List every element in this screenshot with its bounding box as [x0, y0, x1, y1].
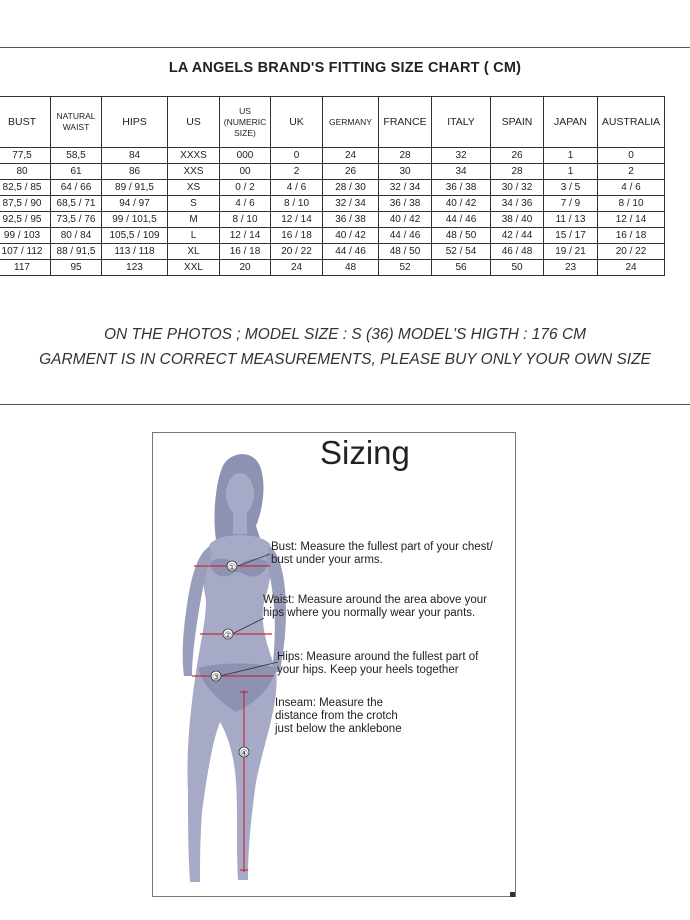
table-cell: 80 / 84 — [51, 228, 102, 244]
table-cell: 24 — [598, 260, 665, 276]
header-italy: ITALY — [432, 97, 491, 148]
table-cell: 68,5 / 71 — [51, 196, 102, 212]
table-cell: 48 / 50 — [432, 228, 491, 244]
header-bust: BUST — [0, 97, 51, 148]
marker-2: ② — [223, 631, 233, 641]
table-cell: 8 / 10 — [271, 196, 323, 212]
table-row — [0, 180, 665, 196]
header-australia: AUSTRALIA — [598, 97, 665, 148]
table-cell: 58,5 — [51, 148, 102, 164]
table-cell: 123 — [102, 260, 168, 276]
table-cell: 42 / 44 — [491, 228, 544, 244]
table-cell: 12 / 14 — [220, 228, 271, 244]
table-cell: 32 / 34 — [379, 180, 432, 196]
header-hips: HIPS — [102, 97, 168, 148]
table-cell: 28 — [491, 164, 544, 180]
table-cell: 15 / 17 — [544, 228, 598, 244]
marker-4: ④ — [239, 749, 249, 759]
table-cell: 12 / 14 — [271, 212, 323, 228]
table-cell: 107 / 112 — [0, 244, 51, 260]
table-cell: S — [168, 196, 220, 212]
table-cell: 4 / 6 — [598, 180, 665, 196]
table-cell: L — [168, 228, 220, 244]
table-cell: 46 / 48 — [491, 244, 544, 260]
header-natural-waist: NATURAL WAIST — [51, 97, 102, 148]
table-cell: 8 / 10 — [598, 196, 665, 212]
table-cell: XS — [168, 180, 220, 196]
body-silhouette — [183, 454, 286, 882]
table-cell: 113 / 118 — [102, 244, 168, 260]
table-cell: 3 / 5 — [544, 180, 598, 196]
marker-1: ① — [227, 563, 237, 573]
table-cell: 34 / 36 — [491, 196, 544, 212]
table-cell: 95 — [51, 260, 102, 276]
header-germany: GERMANY — [323, 97, 379, 148]
table-row — [0, 196, 665, 212]
table-cell: 32 — [432, 148, 491, 164]
table-cell: 36 / 38 — [323, 212, 379, 228]
table-cell: 16 / 18 — [271, 228, 323, 244]
table-cell: 40 / 42 — [379, 212, 432, 228]
table-cell: 000 — [220, 148, 271, 164]
table-cell: 105,5 / 109 — [102, 228, 168, 244]
header-japan: JAPAN — [544, 97, 598, 148]
table-cell: 23 — [544, 260, 598, 276]
table-cell: 87,5 / 90 — [0, 196, 51, 212]
table-cell: 0 — [271, 148, 323, 164]
table-row — [0, 260, 665, 276]
table-cell: 84 — [102, 148, 168, 164]
table-cell: 38 / 40 — [491, 212, 544, 228]
sizing-title: Sizing — [320, 434, 410, 471]
table-cell: 20 / 22 — [598, 244, 665, 260]
table-cell: 12 / 14 — [598, 212, 665, 228]
size-chart-title: LA ANGELS BRAND'S FITTING SIZE CHART ( CM) — [168, 60, 522, 76]
size-table-body — [0, 148, 665, 276]
table-cell: 77,5 — [0, 148, 51, 164]
table-cell: 4 / 6 — [220, 196, 271, 212]
table-row — [0, 244, 665, 260]
table-cell: 44 / 46 — [323, 244, 379, 260]
table-cell: 80 — [0, 164, 51, 180]
table-cell: 34 — [432, 164, 491, 180]
table-cell: 24 — [323, 148, 379, 164]
inseam-instruction: Inseam: Measure the distance from the crotch just below the anklebone — [275, 697, 402, 735]
table-cell: 99 / 101,5 — [102, 212, 168, 228]
table-cell: 117 — [0, 260, 51, 276]
table-cell: 32 / 34 — [323, 196, 379, 212]
table-cell: 26 — [323, 164, 379, 180]
table-cell: 28 — [379, 148, 432, 164]
table-cell: XXS — [168, 164, 220, 180]
header-us-numeric: US (NUMERIC SIZE) — [220, 97, 271, 148]
table-row — [0, 148, 665, 164]
table-cell: 94 / 97 — [102, 196, 168, 212]
table-row — [0, 164, 665, 180]
header-us: US — [168, 97, 220, 148]
table-cell: 61 — [51, 164, 102, 180]
table-cell: 19 / 21 — [544, 244, 598, 260]
table-cell: 20 / 22 — [271, 244, 323, 260]
table-cell: M — [168, 212, 220, 228]
table-cell: 11 / 13 — [544, 212, 598, 228]
table-cell: 26 — [491, 148, 544, 164]
table-cell: 52 — [379, 260, 432, 276]
table-cell: 0 — [598, 148, 665, 164]
table-cell: 0 / 2 — [220, 180, 271, 196]
table-cell: 20 — [220, 260, 271, 276]
table-row — [0, 228, 665, 244]
table-row — [0, 212, 665, 228]
table-cell: 00 — [220, 164, 271, 180]
table-cell: 36 / 38 — [379, 196, 432, 212]
header-france: FRANCE — [379, 97, 432, 148]
table-cell: 82,5 / 85 — [0, 180, 51, 196]
table-cell: 30 — [379, 164, 432, 180]
marker-3: ③ — [211, 673, 221, 683]
header-uk: UK — [271, 97, 323, 148]
table-cell: 1 — [544, 164, 598, 180]
table-cell: 92,5 / 95 — [0, 212, 51, 228]
table-cell: 44 / 46 — [432, 212, 491, 228]
table-cell: 36 / 38 — [432, 180, 491, 196]
table-cell: 28 / 30 — [323, 180, 379, 196]
table-cell: 56 — [432, 260, 491, 276]
table-cell: 8 / 10 — [220, 212, 271, 228]
table-cell: 88 / 91,5 — [51, 244, 102, 260]
bust-instruction: Bust: Measure the fullest part of your chest/ bust under your arms. — [271, 541, 493, 566]
size-table — [0, 96, 665, 276]
table-cell: 86 — [102, 164, 168, 180]
table-cell: 24 — [271, 260, 323, 276]
table-cell: 44 / 46 — [379, 228, 432, 244]
table-cell: 89 / 91,5 — [102, 180, 168, 196]
table-cell: 16 / 18 — [220, 244, 271, 260]
table-cell: 30 / 32 — [491, 180, 544, 196]
table-cell: 50 — [491, 260, 544, 276]
table-cell: 40 / 42 — [323, 228, 379, 244]
table-cell: XXXS — [168, 148, 220, 164]
table-cell: 40 / 42 — [432, 196, 491, 212]
table-cell: 48 — [323, 260, 379, 276]
table-cell: 52 / 54 — [432, 244, 491, 260]
table-cell: 4 / 6 — [271, 180, 323, 196]
table-cell: 2 — [598, 164, 665, 180]
table-cell: 73,5 / 76 — [51, 212, 102, 228]
waist-instruction: Waist: Measure around the area above your hips where you normally wear your pants. — [263, 594, 487, 619]
table-cell: XXL — [168, 260, 220, 276]
table-cell: 2 — [271, 164, 323, 180]
table-cell: 1 — [544, 148, 598, 164]
table-cell: 64 / 66 — [51, 180, 102, 196]
table-cell: 7 / 9 — [544, 196, 598, 212]
hips-instruction: Hips: Measure around the fullest part of your hips. Keep your heels together — [277, 651, 479, 676]
table-cell: 99 / 103 — [0, 228, 51, 244]
header-spain: SPAIN — [491, 97, 544, 148]
model-size-note: ON THE PHOTOS ; MODEL SIZE : S (36) MODEL'S HIGTH : 176 CM — [103, 326, 587, 343]
table-cell: 48 / 50 — [379, 244, 432, 260]
garment-note: GARMENT IS IN CORRECT MEASUREMENTS, PLEASE BUY ONLY YOUR OWN SIZE — [39, 351, 651, 368]
table-header-row — [0, 97, 665, 148]
table-cell: 16 / 18 — [598, 228, 665, 244]
table-cell: XL — [168, 244, 220, 260]
